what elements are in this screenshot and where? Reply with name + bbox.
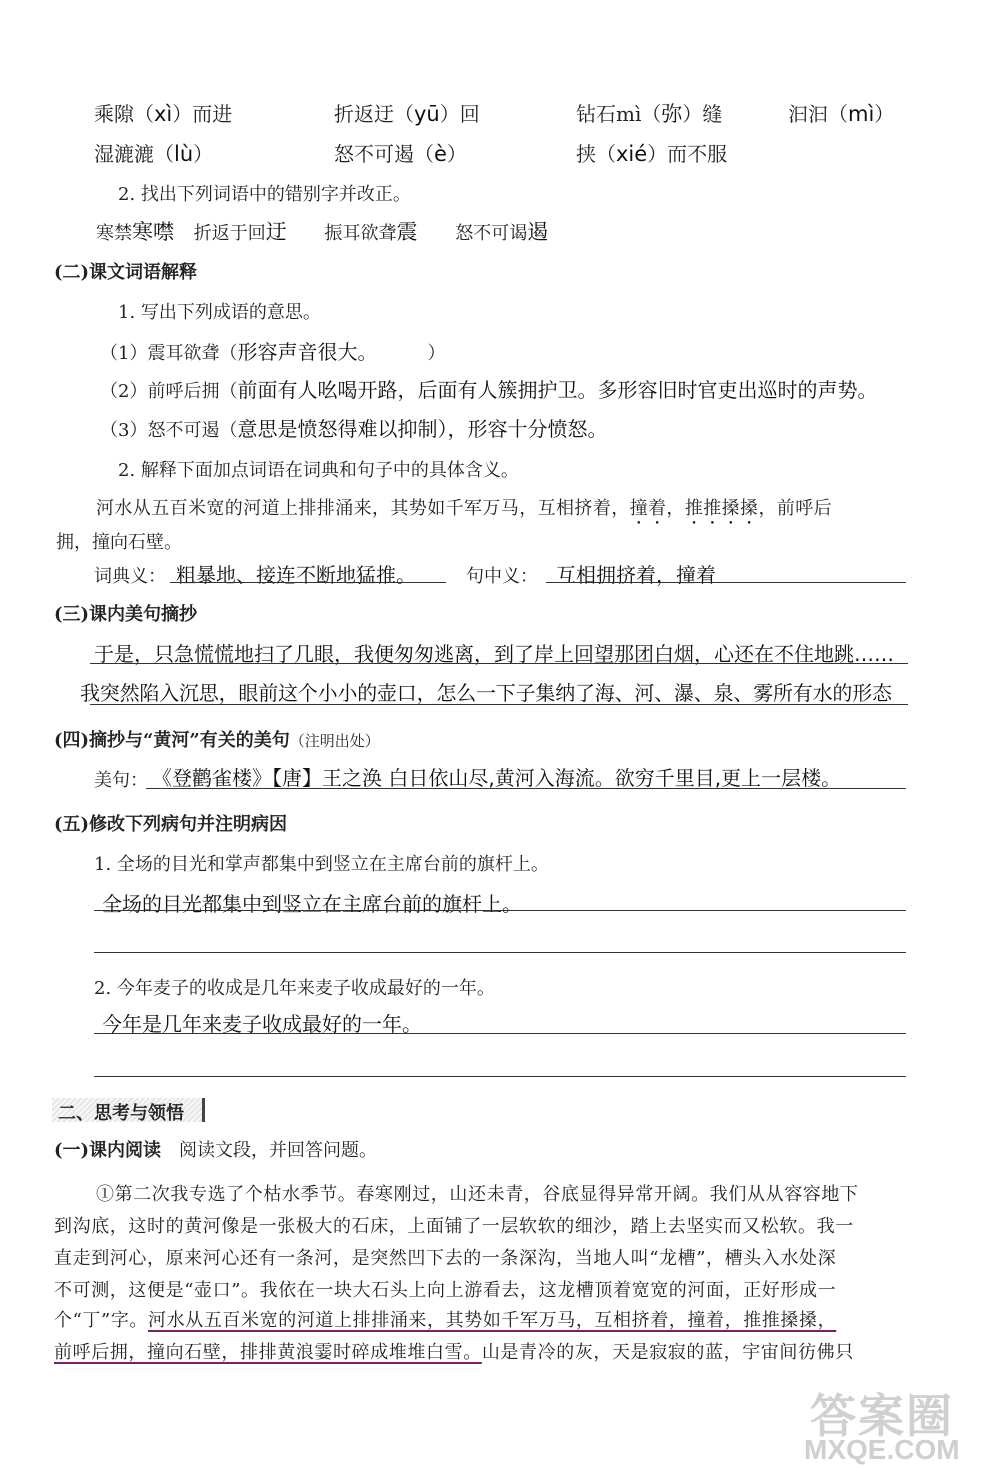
underlined-sentence: 前呼后拥，撞向石壁，排排黄浪霎时碎成堆堆白雪。: [54, 1342, 482, 1363]
sentence-answer-1: 全场的目光都集中到竖立在主席台前的旗杆上。: [102, 892, 522, 916]
reading-line-1: ①第二次我专选了个枯水季节。春寒刚过，山还未青，谷底显得异常开阔。我们从从容容地下: [96, 1184, 859, 1205]
answer-line: [546, 582, 906, 583]
sentence-question-1: 1. 全场的目光和掌声都集中到竖立在主席台前的旗杆上。: [94, 854, 549, 875]
pinyin-answer: 弥: [661, 102, 683, 126]
section-title-2: (二)课文词语解释: [54, 262, 198, 283]
pinyin-answer: xié: [616, 142, 648, 166]
section-badge: 二、思考与领悟: [52, 1098, 205, 1122]
pinyin-item-7: 挟（xié）而不服: [576, 142, 728, 166]
reading-line-6: 前呼后拥，撞向石壁，排排黄浪霎时碎成堆堆白雪。山是青冷的灰，天是寂寂的蓝，宇宙间彷佛只: [54, 1342, 854, 1363]
sentence-label: 句中义：: [466, 566, 538, 587]
watermark-logo: 答案圈 MXQE.COM: [804, 1390, 960, 1465]
section-title-4: (四)摘抄与“黄河”有关的美句（注明出处）: [54, 730, 380, 751]
passage-line-1: 河水从五百米宽的河道上排排涌来，其势如千军万马，互相挤着，撞着，推推搡搡，前呼后: [96, 498, 833, 519]
answer-line: [90, 663, 908, 664]
sentence-answer: 互相拥挤着，撞着: [556, 563, 716, 587]
reading-line-4: 不可测，这便是“壶口”。我依在一块大石头上向上游看去，这龙槽顶着宽宽的河面，正好形成一: [54, 1280, 837, 1301]
pinyin-item-6: 怒不可遏（è）: [334, 142, 467, 166]
typo-row: 寒禁寒噤 折返于回迂 振耳欲聋震 怒不可谒遏: [96, 220, 549, 244]
answer-line: [146, 788, 906, 789]
answer-line: [94, 952, 906, 953]
pinyin-answer: xì: [154, 102, 173, 126]
section-title-3: (三)课内美句摘抄: [54, 604, 198, 625]
answer-line: [94, 1033, 906, 1034]
quote-line-1: 于是，只急慌慌地扫了几眼，我便匆匆逃离，到了岸上回望那团白烟，心还在不住地跳……: [94, 642, 894, 666]
section-title-5: (五)修改下列病句并注明病因: [54, 814, 288, 835]
pinyin-answer: è: [434, 142, 447, 166]
answer-line: [90, 704, 908, 705]
pinyin-item-2: 折返迂（yū）回: [334, 102, 480, 126]
idiom-item-1: （1）震耳欲聋（形容声音很大。 ）: [100, 340, 446, 364]
sentence-answer-2: 今年是几年来麦子收成最好的一年。: [102, 1012, 422, 1036]
dict-answer: 粗暴地、接连不断地猛推。: [176, 563, 416, 587]
quote-line-2: 我突然陷入沉思，眼前这个小小的壶口，怎么一下子集纳了海、河、瀑、泉、雾所有水的形态: [80, 681, 892, 705]
dotted-word: 撞着: [629, 498, 667, 519]
answer-line: [170, 582, 446, 583]
reading-heading: (一)课内阅读 阅读文段，并回答问题。: [54, 1140, 378, 1161]
dict-label: 词典义：: [94, 566, 166, 587]
sec2-question-2: 2. 解释下面加点词语在词典和句子中的具体含义。: [118, 460, 519, 481]
pinyin-answer: yū: [414, 102, 440, 126]
pinyin-answer: lù: [174, 142, 194, 166]
quote-label: 美句：: [94, 770, 148, 791]
idiom-item-2: （2）前呼后拥（前面有人吆喝开路，后面有人簇拥护卫。多形容旧时官吏出巡时的声势。: [100, 378, 878, 402]
sentence-question-2: 2. 今年麦子的收成是几年来麦子收成最好的一年。: [94, 978, 495, 999]
poem-answer: 《登鹳雀楼》【唐】王之涣 白日依山尽,黄河入海流。欲穷千里目,更上一层楼。: [152, 766, 842, 790]
typo-question: 2. 找出下列词语中的错别字并改正。: [118, 184, 411, 205]
reading-line-3: 直走到河心，原来河心还有一条河，是突然凹下去的一条深沟，当地人叫“龙槽”，槽头入水处深: [54, 1248, 837, 1269]
answer-line: [94, 910, 906, 911]
answer-line: [94, 1076, 906, 1077]
pinyin-item-5: 湿漉漉（lù）: [94, 142, 214, 166]
passage-line-2: 拥，撞向石壁。: [56, 532, 182, 553]
pinyin-answer: mì: [848, 102, 875, 126]
underlined-sentence: 河水从五百米宽的河道上排排涌来，其势如千军万马，互相挤着，撞着，推推搡搡，: [148, 1310, 837, 1331]
reading-line-5: 个“丁”字。河水从五百米宽的河道上排排涌来，其势如千军万马，互相挤着，撞着，推推搡搡，: [54, 1310, 837, 1331]
pinyin-item-4: 汩汩（mì）: [788, 102, 895, 126]
sec2-question-1: 1. 写出下列成语的意思。: [118, 302, 321, 323]
dotted-word: 推推搡搡: [684, 498, 759, 519]
pinyin-item-3: 钻石mì（弥）缝: [576, 102, 723, 126]
reading-line-2: 到沟底，这时的黄河像是一张极大的石床，上面铺了一层软软的细沙，踏上去坚实而又松软。我一: [54, 1216, 854, 1237]
pinyin-item-1: 乘隙（xì）而进: [94, 102, 233, 126]
idiom-item-3: （3）怒不可遏（意思是愤怒得难以抑制），形容十分愤怒。: [100, 417, 608, 441]
